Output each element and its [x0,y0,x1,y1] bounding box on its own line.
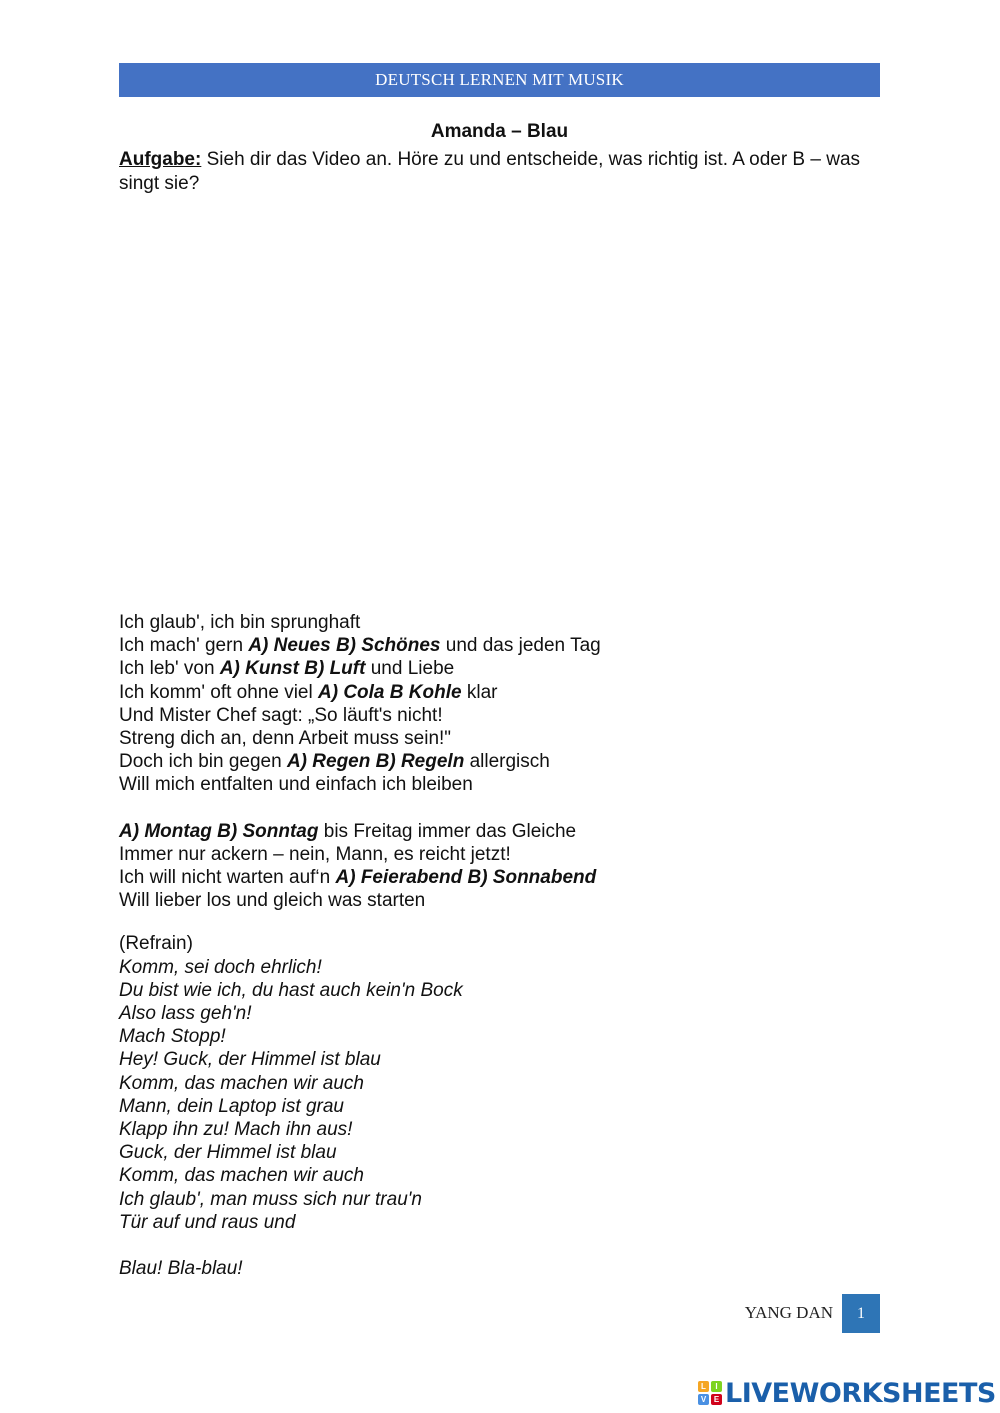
lyric-line: Will mich entfalten und einfach ich bleiben [119,774,473,796]
lyric-text: Ich leb' von [119,658,220,680]
lyric-text: Ich komm' oft ohne viel [119,681,318,703]
refrain-last-line: Blau! Bla-blau! [119,1258,243,1280]
refrain-line: Also lass geh'n! [119,1003,252,1025]
page-number [842,1294,880,1333]
answer-choice[interactable]: A) Cola B Kohle [318,681,462,703]
lyric-text: und Liebe [365,658,455,680]
lyric-text: Ich mach' gern [119,635,249,657]
logo-icon [698,1381,722,1405]
refrain-line: Komm, sei doch ehrlich! [119,956,322,978]
answer-choice[interactable]: A) Kunst B) Luft [219,658,366,680]
liveworksheets-logo [698,1376,996,1410]
answer-choice[interactable]: A) Montag B) Sonntag [119,820,319,842]
refrain-line: Mann, dein Laptop ist grau [119,1095,344,1117]
logo-text: LIVEWORKSHEETS [725,1377,996,1409]
refrain-line: Ich glaub', man muss sich nur trau'n [119,1188,422,1210]
lyric-line: Will lieber los und gleich was starten [119,890,426,912]
refrain-line: Komm, das machen wir auch [119,1072,364,1094]
worksheet-title: Amanda – Blau [430,121,569,142]
stanza-gap [119,797,880,820]
header-banner-text: DEUTSCH LERNEN MIT MUSIK [375,70,624,89]
lyric-line [119,750,880,773]
lyrics [119,611,880,1280]
lyric-line: Streng dich an, denn Arbeit muss sein!" [119,728,452,750]
refrain-line: Mach Stopp! [119,1026,226,1048]
task-label: Aufgabe: [119,149,202,170]
lyric-line: Ich glaub', ich bin sprunghaft [119,612,361,633]
lyric-text: Doch ich bin gegen [119,751,287,773]
lyric-line [119,657,880,680]
answer-choice[interactable]: A) Neues B) Schönes [248,635,441,657]
refrain-line: Tür auf und raus und [119,1211,296,1233]
task-instructions [119,148,880,195]
logo-tile: I [711,1381,722,1392]
refrain-line: Klapp ihn zu! Mach ihn aus! [119,1119,353,1141]
lyric-line [119,866,880,889]
lyric-line [119,681,880,704]
refrain-label: (Refrain) [119,933,193,955]
lyric-line: Immer nur ackern – nein, Mann, es reicht jetzt! [119,843,511,865]
page-number-text: 1 [857,1304,865,1322]
lyric-text: allergisch [464,751,550,773]
answer-choice[interactable]: A) Feierabend B) Sonnabend [335,867,597,889]
refrain-line: Hey! Guck, der Himmel ist blau [119,1049,381,1071]
lyric-text: und das jeden Tag [440,635,601,657]
task-text: Sieh dir das Video an. Höre zu und entscheide, was richtig ist. A oder B – was singt sie? [119,149,861,194]
refrain-line: Guck, der Himmel ist blau [119,1142,337,1164]
lyric-line [119,634,880,657]
lyric-text: Ich will nicht warten auf‘n [119,867,336,889]
stanza-gap [119,1234,880,1257]
footer-author: YANG DAN [744,1303,833,1322]
answer-choice[interactable]: A) Regen B) Regeln [286,751,465,773]
stanza-gap [119,912,880,932]
logo-tile: L [698,1381,709,1392]
lyric-text: klar [461,681,498,703]
lyric-line: Und Mister Chef sagt: „So läuft's nicht! [119,704,443,726]
logo-tile: E [711,1394,722,1405]
logo-tile: V [698,1394,709,1405]
header-banner [119,63,880,97]
lyric-line [119,820,880,843]
refrain-line: Du bist wie ich, du hast auch kein'n Bock [119,979,463,1001]
lyric-text: bis Freitag immer das Gleiche [318,820,577,842]
refrain-line: Komm, das machen wir auch [119,1165,364,1187]
